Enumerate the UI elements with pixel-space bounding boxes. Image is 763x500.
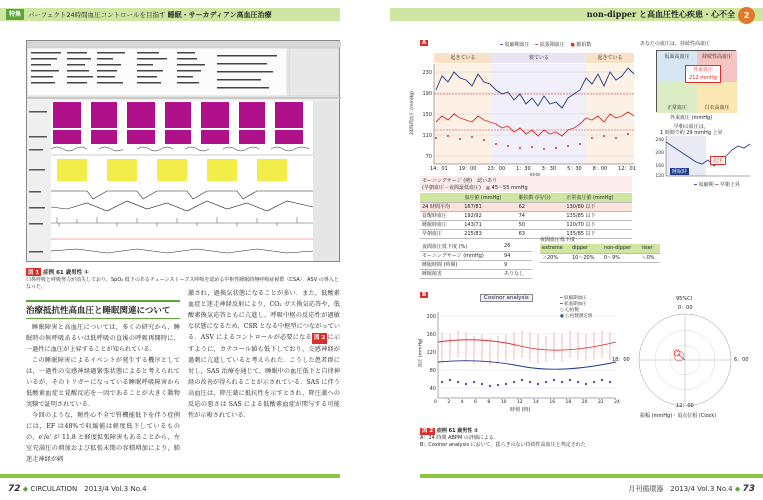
- xtick-a-2: 23：00: [487, 166, 506, 172]
- band-awake-1: 起きている: [434, 53, 492, 63]
- svg-text:200: 200: [426, 314, 436, 320]
- inset-legend: ━ 収縮期 ━ 早朝上昇: [694, 182, 740, 188]
- table-row: [420, 269, 532, 278]
- xtick-b: 6: [474, 400, 477, 405]
- fig-b-label: B: [422, 292, 427, 298]
- index-table: [420, 242, 532, 279]
- dip-table-title: 夜間血圧低下度: [540, 237, 576, 243]
- callout-line-2: 212 mmHg: [689, 75, 717, 81]
- page-number-left: 72: [8, 484, 21, 494]
- polar-label-left: 18：00: [612, 357, 630, 363]
- idx-cell: 94: [502, 251, 532, 260]
- polar-label-top: 0：00: [678, 305, 693, 311]
- xticks-b: [434, 400, 620, 405]
- legend-b-2: 心拍数: [565, 308, 579, 313]
- left-column-1: [26, 322, 180, 465]
- xtick-b: 18: [565, 400, 572, 405]
- table-row: [420, 242, 532, 251]
- legend-b-0: 収縮期血圧: [564, 296, 587, 301]
- idx-cell: モーニングサージ (mmHg): [420, 251, 502, 260]
- bp-cell: 覚醒時血圧: [420, 211, 462, 220]
- bp-th-1: 血圧値 (mmHg): [462, 193, 516, 202]
- footer-right-text: 月刊循環器 2013/4 Vol.3 No.4: [628, 485, 733, 493]
- cosinor-title: Cosinor analysis: [480, 294, 533, 302]
- fig2-caption-a: A：24 時間 ABPM の評価による．: [420, 435, 499, 441]
- svg-text:70: 70: [425, 154, 432, 160]
- idx-cell: 睡眠時間 (時間): [420, 260, 502, 269]
- svg-text:160: 160: [655, 164, 664, 169]
- xtick-b: 24: [614, 400, 620, 405]
- quad-normal: 正常血圧: [657, 82, 697, 113]
- inset-legend-0: 収縮期: [698, 182, 714, 188]
- fig-a-label: A: [422, 40, 427, 46]
- fig1-caption-body: 口鼻呼吸と呼吸努力が消失しており，SpO₂ 低下のあるチェーンストークス呼吸を認める中枢性睡眠時無呼吸症候群（CSA）．ASV の導入となった．: [26, 277, 339, 290]
- bp-cell: 62: [517, 202, 565, 211]
- dip-table: [540, 244, 660, 263]
- inset-title-2a: 早朝の血圧は，: [673, 124, 709, 130]
- xtick-b: 0: [434, 400, 437, 405]
- quad-masked: 仮面高血圧: [657, 51, 697, 82]
- xtick-a-3: 1：30: [516, 166, 531, 172]
- section-title: 治療抵抗性高血圧と睡眠関連について: [26, 300, 180, 319]
- idx-cell: 9: [502, 260, 532, 269]
- fig2-title: 症例 61 歳男性 ②: [436, 428, 479, 434]
- inset-quadrant: [656, 50, 736, 112]
- svg-text:240: 240: [655, 138, 664, 143]
- page-number-right: 73: [742, 484, 755, 494]
- ylabel-b: 血圧 (mmHg): [418, 338, 424, 368]
- svg-text:230: 230: [422, 70, 432, 76]
- bp-cell: 143/71: [462, 220, 516, 229]
- bp-cell: 早朝血圧: [420, 229, 462, 238]
- xtick-b: 4: [460, 400, 464, 405]
- legend-b: ━ 収縮期血圧 ━ 拡張期血圧 ○ 心拍数 ● 心拍数測定値: [560, 296, 593, 319]
- bp-cell: 120/70 以下: [564, 220, 632, 229]
- bp-cell: 睡眠時血圧: [420, 220, 462, 229]
- inset-btn-wake: 起床: [710, 156, 726, 165]
- bp-cell: 130/80 以下: [564, 202, 632, 211]
- xtick-a-7: 12：01: [618, 166, 636, 172]
- chart-b-svg: [420, 312, 620, 408]
- fig1-caption-title: 症例 61 歳男性 ①: [43, 270, 89, 276]
- table-row: [420, 211, 632, 220]
- bp-th-2: 脈拍数 (回/分): [517, 193, 565, 202]
- bp-cell: 24 時間平均: [420, 202, 462, 211]
- xtick-b: 2: [447, 400, 451, 405]
- figure-a: [409, 40, 636, 172]
- svg-text:150: 150: [422, 112, 432, 118]
- svg-text:120: 120: [426, 350, 436, 356]
- bp-cell: 215/83: [462, 229, 516, 238]
- bp-cell: 74: [517, 211, 565, 220]
- footer-left-text: CIRCULATION 2013/4 Vol.3 No.4: [30, 485, 147, 493]
- footer-right: 月刊循環器 2013/4 Vol.3 No.4 ◆ 73: [628, 484, 755, 494]
- inset-title-2b: 1 時間で約 29 mmHg 上昇: [660, 130, 723, 136]
- fig2-caption: [420, 428, 740, 449]
- polar-label-bottom: 12：00: [676, 403, 694, 409]
- dip-val: 10～20%: [570, 253, 602, 262]
- table-row: [420, 229, 632, 238]
- legend-a: ━ 収縮期血圧 ━ 拡張期血圧 ● 脈拍数: [500, 42, 592, 48]
- table-row: [420, 260, 532, 269]
- bp-table: [420, 193, 632, 239]
- legend-b-1: 拡張期血圧: [564, 302, 587, 307]
- band-awake-2: 起きている: [586, 53, 634, 63]
- inset-title-1: あなたの血圧は，持続性高血圧: [640, 41, 711, 47]
- quad-whitecoat: 白衣高血圧: [697, 82, 737, 113]
- xtick-a-6: 8：00: [592, 166, 608, 172]
- dip-th: dipper: [570, 244, 602, 253]
- bp-cell: 135/85 以下: [564, 211, 632, 220]
- figure-b: [418, 292, 620, 413]
- svg-text:40: 40: [429, 386, 436, 392]
- band-row: [434, 53, 634, 63]
- svg-text:190: 190: [422, 91, 432, 97]
- surge-box: [420, 176, 632, 192]
- legend-a-pulse: 脈拍数: [576, 42, 592, 48]
- xtick-b: 14: [533, 400, 539, 405]
- svg-text:80: 80: [429, 368, 436, 374]
- idx-cell: ありなし: [502, 269, 532, 278]
- polar-caption: 振幅 (mmHg)・頂点位相 (Clock): [640, 413, 717, 419]
- inset-panel: [640, 40, 758, 190]
- xtick-b: 16: [549, 400, 556, 405]
- xtick-b: 20: [581, 400, 588, 405]
- ylabel-a: 24時間血圧 (mmHg): [409, 91, 415, 135]
- bp-th-0: [420, 193, 462, 202]
- dip-val: 0～9%: [602, 253, 640, 262]
- idx-cell: 睡眠障害: [420, 269, 502, 278]
- dip-val: ＜0%: [640, 253, 660, 262]
- xtick-b: 12: [516, 400, 523, 405]
- table-row: [420, 220, 632, 229]
- psg-screenshot: [26, 40, 340, 262]
- psg-waveforms: [27, 41, 341, 263]
- table-row: [420, 251, 532, 260]
- inset-btn-sleep: 睡眠時: [672, 169, 688, 175]
- header-title: パーフェクト24時間血圧コントロールを目指す 睡眠・サーカディアン高血圧治療: [28, 11, 272, 19]
- header-right-title: non-dipper と高血圧性心疾患・心不全: [586, 9, 735, 19]
- callout-box: [685, 65, 721, 83]
- xlabel-b: 時刻 (時): [510, 407, 531, 413]
- fig2-label: 図 2: [422, 428, 434, 434]
- xtick-b: 10: [500, 400, 507, 405]
- callout-line-1: 外来血圧: [692, 67, 713, 73]
- paragraph-4: 激され，過換気状態になることが多い．また，低酸素血症と迷走神経反射により，CO₂ ガス換気応答や，低酸素換気応答ともに亢進し，呼吸中枢の反応性が過敏な状態になるため，CSR となる中枢型につながっている．ASV によるコントロールが必要になる: [188, 290, 340, 341]
- chapter-number: 2: [738, 7, 755, 24]
- band-sleep: 寝ている: [492, 53, 586, 63]
- inset-surge-svg: [654, 136, 754, 180]
- table-row: [420, 202, 632, 211]
- paragraph-2: この睡眠障害によるイベントが発生する機序としては，一過性の交感神経過緊張状態によると考えられているが，そのトリガーになっている睡眠呼吸障害から低酸素血症と覚醒反応を一因であることが大きく動物実験で証明されている．: [26, 357, 180, 408]
- paragraph-1: 睡眠障害と高血圧については，多くの研究から，睡眠時の無呼吸あるいは低呼吸の直後の呼吸再開時に，一過性に血圧が上昇することが知られている．: [26, 324, 180, 353]
- bp-cell: 135/85 以下: [564, 229, 632, 238]
- bp-cell: 192/92: [462, 211, 516, 220]
- legend-a-diastolic: 拡張期血圧: [539, 42, 565, 48]
- chart-a-svg: [420, 64, 636, 172]
- dip-th: extreme: [540, 244, 570, 253]
- xticks-a: [430, 165, 636, 172]
- xtick-a-4: 3：30: [541, 166, 557, 172]
- svg-text:110: 110: [422, 133, 432, 139]
- left-column-2: [188, 288, 340, 421]
- legend-a-systolic: 収縮期血圧: [504, 42, 530, 48]
- fig1-label: 図 1: [28, 270, 40, 276]
- xtick-a-1: 19：00: [458, 166, 477, 172]
- svg-text:120: 120: [655, 174, 664, 179]
- dip-val: ＞20%: [540, 253, 570, 262]
- legend-b-3: 心拍数測定値: [565, 314, 593, 319]
- surge-label: モーニングサージ (例) 認いあり: [422, 178, 498, 184]
- bp-th-3: 正常血圧値 (mmHg): [564, 193, 632, 202]
- paragraph-3: 今回のような，頻性心不全で腎機能低下を伴う症例には，EF は48%で収縮能は軽度低下しているものの，e'/e' が 11.8 と軽度拡張障害もあることから，左室充満圧の増加および拡張末期の容積増加により，肺迷走神経が刺: [26, 412, 180, 463]
- inset-xlabel: 外来血圧 (mmHg): [670, 115, 713, 121]
- bp-cell: 63: [517, 229, 565, 238]
- dip-th: riser: [640, 244, 660, 253]
- xtick-a-0: 14：01: [430, 166, 448, 172]
- bp-cell: 50: [517, 220, 565, 229]
- polar-label-right: 6：00: [734, 357, 749, 363]
- quad-sustained: 持続性高血圧: [697, 51, 737, 82]
- xtick-b: 8: [487, 400, 491, 405]
- xtick-b: 22: [597, 400, 604, 405]
- paragraph-4-cont: に示すように，カテコール値も低下しており，交感神経が過剰に亢進していると考えられた．こうした患者群に対し，SAS 治療を通じて，睡眠中の血圧低下と自律神経の改善が得られることが示されている．SAS に伴う高血圧は，降圧薬に抵抗性を示すとされ，降圧薬への反応の悪さは SAS による低酸素血症が関与する可能性が示唆されている．: [188, 334, 340, 419]
- svg-text:160: 160: [426, 332, 436, 338]
- inset-legend-1: 早朝上昇: [719, 182, 740, 188]
- fig2-ref: 図 2: [312, 333, 327, 344]
- idx-cell: 夜間血圧低下度 (%): [420, 242, 502, 251]
- idx-cell: 26: [502, 242, 532, 251]
- inset-title-2: [660, 124, 723, 136]
- header-tag: 特集: [6, 9, 24, 20]
- surge-formula: (早朝血圧－夜間最低血圧) ≧ 45～55 mmHg: [422, 185, 528, 191]
- footer-stripe-left: [0, 474, 340, 478]
- xtick-a-5: 5：30: [567, 166, 582, 172]
- polar-ci: 95%CI: [676, 296, 693, 302]
- svg-text:200: 200: [655, 151, 664, 156]
- bp-cell: 167/81: [462, 202, 516, 211]
- footer-left: 72 ◆ CIRCULATION 2013/4 Vol.3 No.4: [8, 484, 147, 494]
- polar-svg: [630, 310, 740, 410]
- dip-th: non-dipper: [602, 244, 640, 253]
- fig1-caption: [26, 268, 340, 290]
- fig2-caption-b: B：Cosinor analysis において，揺らぎのない持続性高血圧と判定された．: [420, 442, 591, 448]
- footer-stripe-right: [420, 474, 763, 478]
